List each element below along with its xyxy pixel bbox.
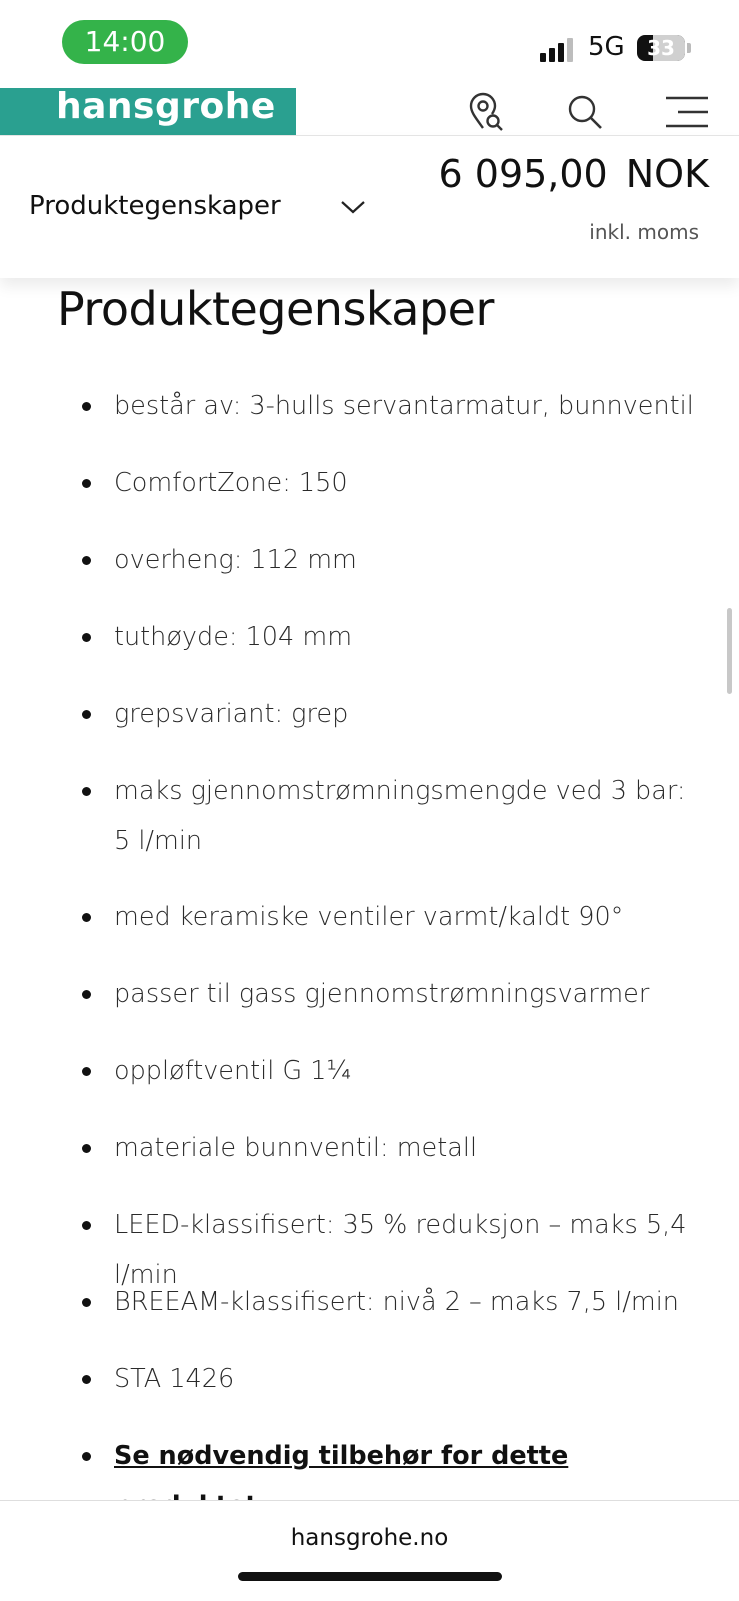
product-price bbox=[439, 152, 709, 196]
battery-level: 33 bbox=[647, 36, 675, 60]
status-time: 14:00 bbox=[62, 20, 188, 64]
list-item: tuthøyde: 104 mm bbox=[114, 612, 694, 662]
home-indicator[interactable] bbox=[238, 1572, 502, 1581]
section-title: Produktegenskaper bbox=[57, 282, 494, 336]
scrollbar[interactable] bbox=[727, 608, 732, 694]
list-item: oppløftventil G 1¼ bbox=[114, 1046, 694, 1096]
list-item: består av: 3-hulls servantarmatur, bunnventil bbox=[114, 381, 694, 431]
section-dropdown-label[interactable]: Produktegenskaper bbox=[29, 191, 281, 221]
list-item: STA 1426 bbox=[114, 1354, 694, 1404]
logo-text: hansgrohe bbox=[56, 86, 276, 127]
status-bar bbox=[0, 0, 739, 88]
list-item: BREEAM-klassifisert: nivå 2 – maks 7,5 l/min bbox=[114, 1277, 694, 1327]
signal-strength-icon bbox=[540, 38, 578, 62]
list-item: passer til gass gjennomstrømningsvarmer bbox=[114, 969, 694, 1019]
dealer-locator-icon[interactable] bbox=[466, 92, 506, 132]
list-item: materiale bunnventil: metall bbox=[114, 1123, 694, 1173]
site-header bbox=[0, 88, 739, 136]
chevron-down-icon[interactable] bbox=[340, 198, 366, 216]
network-type: 5G bbox=[588, 32, 625, 62]
price-value: 6 095,00 bbox=[438, 152, 608, 196]
search-icon[interactable] bbox=[565, 92, 605, 132]
list-item: LEED-klassifisert: 35 % reduksjon – maks 5,4 l/min bbox=[114, 1200, 714, 1300]
product-sticky-bar bbox=[0, 136, 739, 278]
menu-icon[interactable] bbox=[664, 92, 710, 132]
list-item: maks gjennomstrømningsmengde ved 3 bar: 5 l/min bbox=[114, 766, 694, 866]
accessories-link[interactable]: Se nødvendig tilbehør for dette bbox=[114, 1431, 714, 1531]
browser-address-bar[interactable] bbox=[0, 1500, 739, 1601]
list-item: ComfortZone: 150 bbox=[114, 458, 694, 508]
battery-tip bbox=[687, 43, 691, 53]
vat-note: inkl. moms bbox=[589, 220, 699, 244]
url-text[interactable]: hansgrohe.no bbox=[290, 1525, 449, 1551]
price-currency: NOK bbox=[625, 152, 709, 196]
battery-icon bbox=[637, 35, 685, 61]
list-item: med keramiske ventiler varmt/kaldt 90° bbox=[114, 892, 694, 942]
list-item: overheng: 112 mm bbox=[114, 535, 694, 585]
list-item: grepsvariant: grep bbox=[114, 689, 694, 739]
hansgrohe-logo[interactable] bbox=[0, 88, 296, 135]
